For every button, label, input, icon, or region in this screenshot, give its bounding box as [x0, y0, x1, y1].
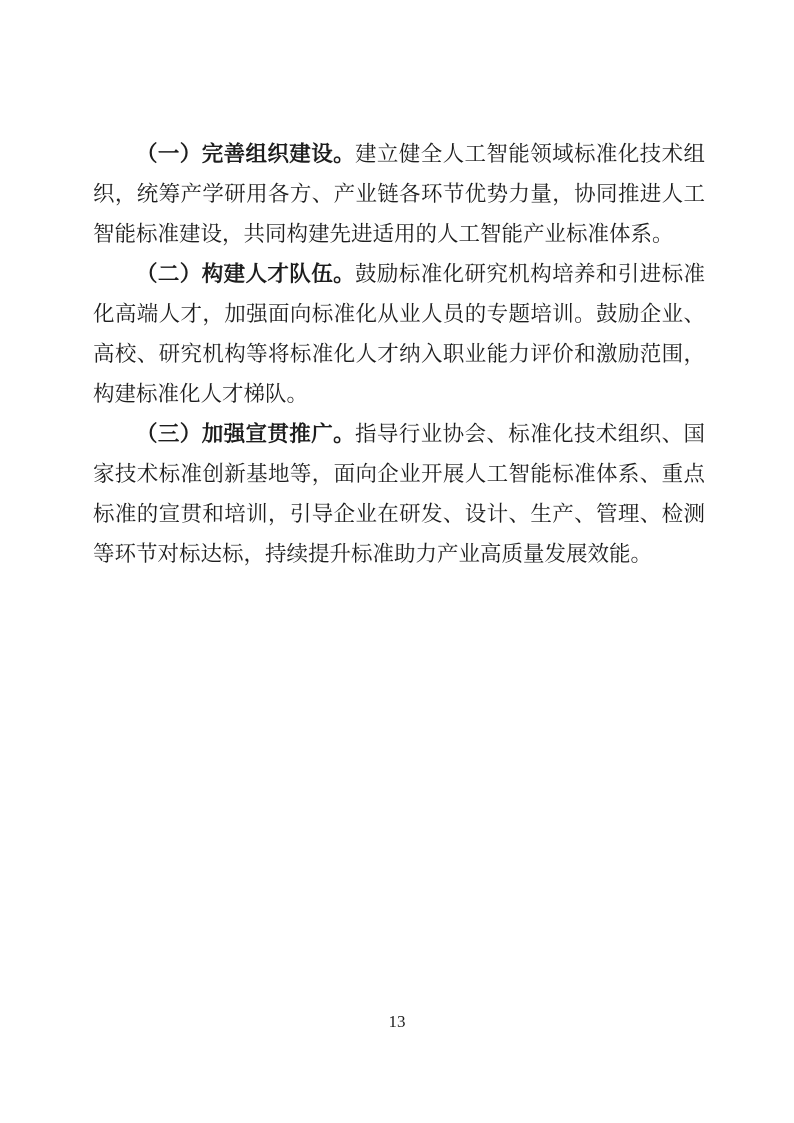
paragraph-lead: （二）构建人才队伍。 [136, 262, 355, 286]
paragraph [93, 414, 705, 574]
paragraph-body: 鼓励标准化研究机构培养和引进标准化高端人才，加强面向标准化从业人员的专题培训。鼓励企业、高校、研究机构等将标准化人才纳入职业能力评价和激励范围，构建标准化人才梯队。 [93, 262, 705, 406]
paragraph-body: 指导行业协会、标准化技术组织、国家技术标准创新基地等，面向企业开展人工智能标准体系、重点标准的宣贯和培训，引导企业在研发、设计、生产、管理、检测等环节对标达标，持续提升标准助力产业高质量发展效能。 [93, 422, 705, 566]
body-text [93, 134, 705, 574]
paragraph-lead: （三）加强宣贯推广。 [136, 422, 355, 446]
page-number: 13 [388, 1012, 406, 1031]
paragraph [93, 134, 705, 254]
paragraph [93, 254, 705, 414]
paragraph-lead: （一）完善组织建设。 [136, 142, 355, 166]
paragraph-body: 建立健全人工智能领域标准化技术组织，统筹产学研用各方、产业链各环节优势力量，协同推进人工智能标准建设，共同构建先进适用的人工智能产业标准体系。 [93, 142, 705, 246]
